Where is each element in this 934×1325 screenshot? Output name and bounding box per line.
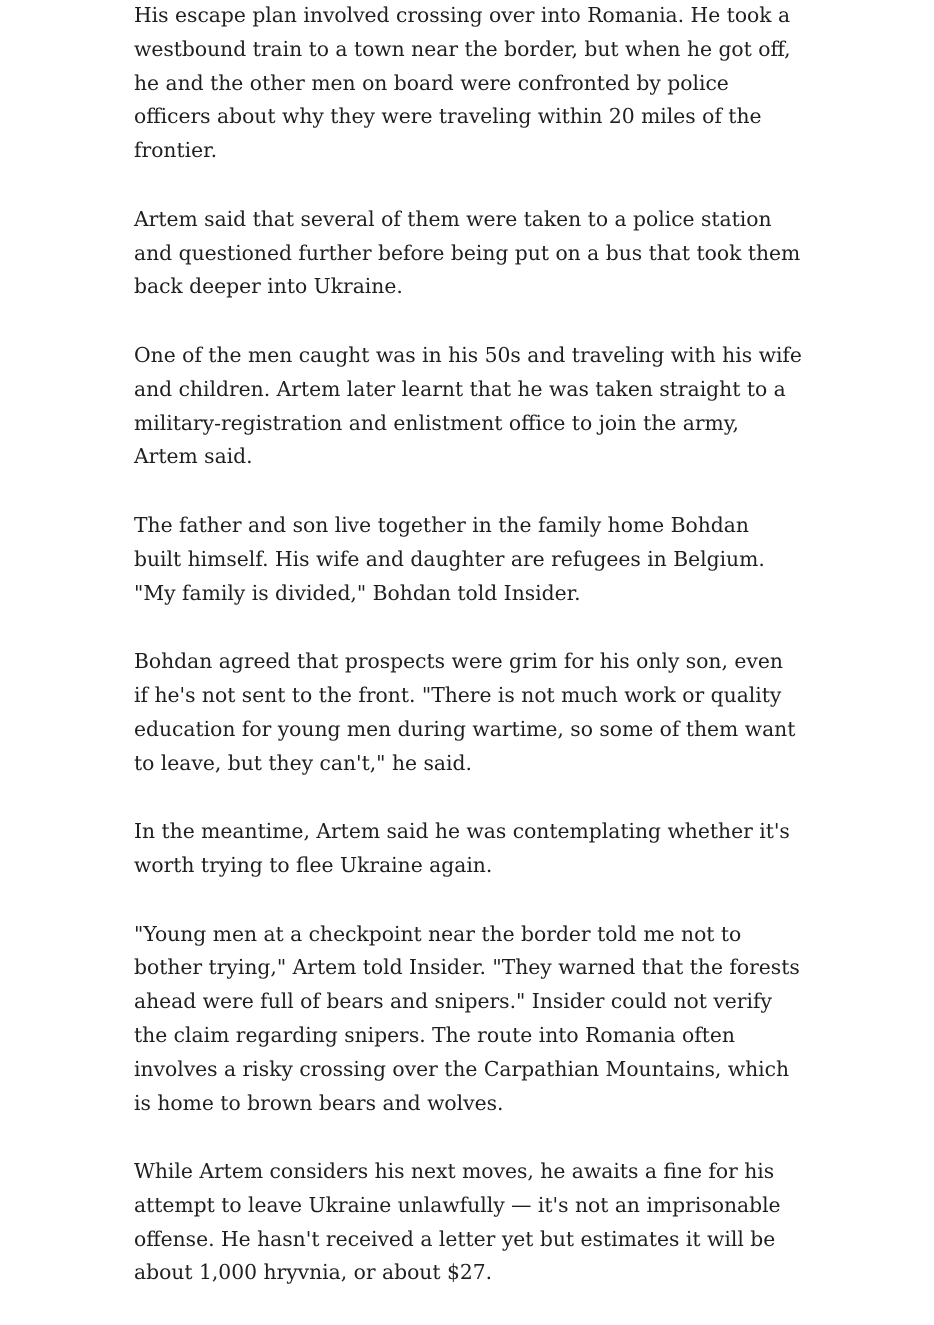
article-paragraph: His escape plan involved crossing over into Romania. He took a westbound train to a town near the border, but when he got off, he and the other men on board were confronted by police officers about why they were traveling within 20 miles of the frontier.	[134, 3, 791, 163]
article-body	[134, 0, 802, 1325]
article-paragraph: Bohdan agreed that prospects were grim for his only son, even if he's not sent to the front. "There is not much work or quality education for young men during wartime, so some of them want to leave, but they can't," he said.	[134, 649, 796, 775]
article-paragraph: In the meantime, Artem said he was contemplating whether it's worth trying to flee Ukraine again.	[134, 819, 790, 877]
article-paragraph: The father and son live together in the family home Bohdan built himself. His wife and daughter are refugees in Belgium. "My family is divided," Bohdan told Insider.	[134, 512, 765, 605]
article-paragraph: While Artem considers his next moves, he awaits a fine for his attempt to leave Ukraine unlawfully — it's not an imprisonable offense. He hasn't received a letter yet but estimates it will be about 1,000 hryvnia, or about $27.	[134, 1159, 781, 1285]
article-paragraph: One of the men caught was in his 50s and traveling with his wife and children. Artem later learnt that he was taken straight to a military-registration and enlistment office to join the army, Artem said.	[134, 342, 802, 469]
article-paragraph: "Young men at a checkpoint near the border told me not to bother trying," Artem told Insider. "They warned that the forests ahead were full of bears and snipers." Insider could not verify the claim regarding snipers. The route into Romania often involves a risky crossing over the Carpathian Mountains, which is home to brown bears and wolves.	[134, 921, 800, 1115]
article-paragraph: Artem said that several of them were taken to a police station and questioned further before being put on a bus that took them back deeper into Ukraine.	[134, 206, 801, 299]
